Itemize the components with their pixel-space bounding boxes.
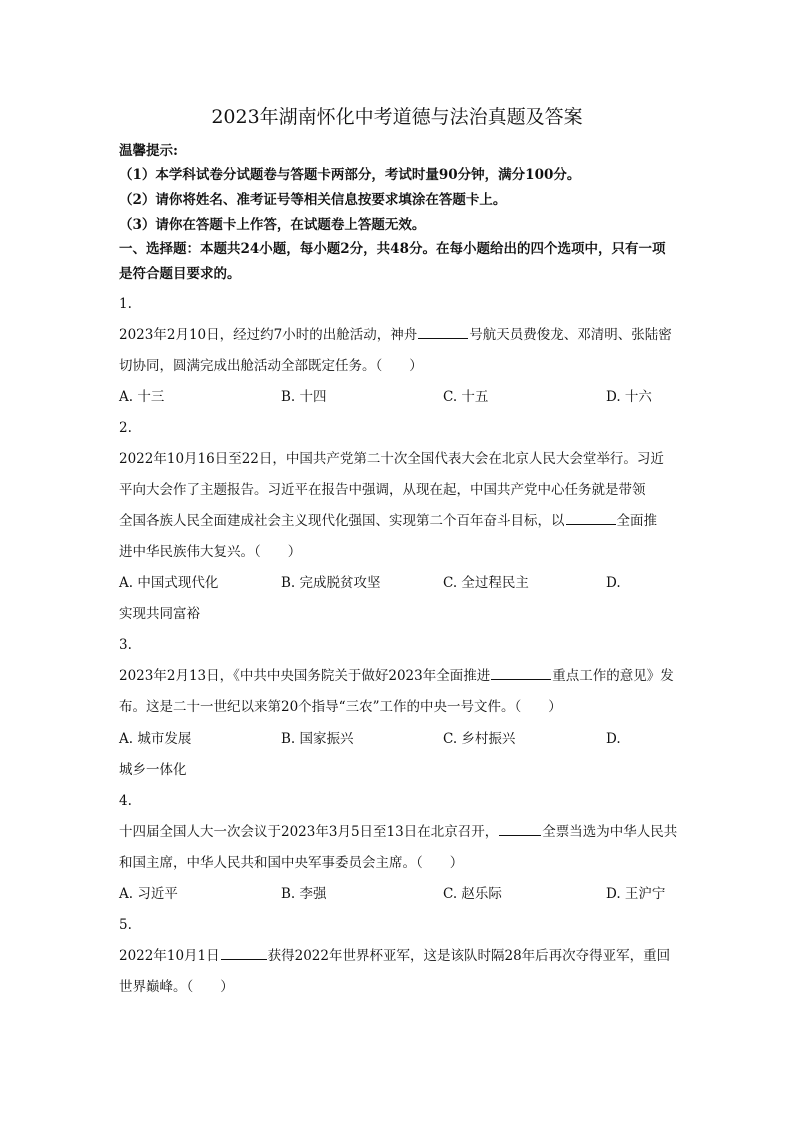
option-c: C. 乡村振兴 [443,731,516,747]
tip-item: （3）请你在答题卡上作答，在试题卷上答题无效。 [119,217,426,233]
question-stem [119,946,670,966]
stem-text: 十四届全国人大一次会议于2023年3月5日至13日在北京召开， [119,824,499,840]
section-heading: 一、选择题：本题共24小题，每小题2分，共48分。在每小题给出的四个选项中，只有一项 [119,241,666,257]
stem-text: 全面推 [616,513,657,529]
tip-item: （1）本学科试卷分试题卷与答题卡两部分，考试时量90分钟，满分100分。 [119,167,581,183]
question-number: 5. [119,917,132,933]
question-stem [119,325,672,345]
question-number: 1. [119,296,132,312]
stem-text: 2022年10月1日 [119,948,220,964]
question-stem [119,822,677,842]
answer-blank [566,523,616,525]
question-stem: 和国主席，中华人民共和国中央军事委员会主席。（ ） [119,855,464,871]
option-d-text: 城乡一体化 [119,762,187,778]
stem-text: 2023年2月10日，经过约7小时的出舱活动，神舟 [119,327,418,343]
stem-text: 全票当选为中华人民共 [542,824,678,840]
question-number: 3. [119,637,132,653]
question-number: 2. [119,420,132,436]
option-d: D. 十六 [606,389,652,405]
question-stem [119,666,674,686]
question-stem: 进中华民族伟大复兴。（ ） [119,544,302,560]
stem-text: 全国各族人民全面建成社会主义现代化强国、实现第二个百年奋斗目标，以 [119,513,565,529]
tips-heading: 温馨提示: [119,143,178,159]
option-row [119,387,679,407]
option-c: C. 十五 [443,389,489,405]
stem-text: 重点工作的意见》发 [552,668,674,684]
option-b: B. 完成脱贫攻坚 [281,575,381,591]
option-row [119,884,679,904]
option-row [119,573,679,593]
option-a: A. 城市发展 [119,731,192,747]
question-stem: 平向大会作了主题报告。习近平在报告中强调，从现在起，中国共产党中心任务就是带领 [119,482,646,498]
option-b: B. 李强 [281,886,327,902]
option-a: A. 十三 [119,389,165,405]
option-a: A. 中国式现代化 [119,575,219,591]
option-d: D. [606,575,621,591]
section-heading-cont: 是符合题目要求的。 [119,266,241,282]
option-d: D. 王沪宁 [606,886,666,902]
option-d-text: 实现共同富裕 [119,606,200,622]
question-stem [119,511,657,531]
option-a: A. 习近平 [119,886,178,902]
option-c: C. 赵乐际 [443,886,502,902]
answer-blank [491,678,551,680]
question-stem: 切协同，圆满完成出舱活动全部既定任务。（ ） [119,358,423,374]
stem-text: 获得2022年世界杯亚军，这是该队时隔28年后再次夺得亚军，重回 [267,948,671,964]
question-stem: 世界巅峰。（ ） [119,979,234,995]
option-b: B. 十四 [281,389,327,405]
answer-blank [418,337,468,339]
tip-item: （2）请你将姓名、准考证号等相关信息按要求填涂在答题卡上。 [119,192,507,208]
option-c: C. 全过程民主 [443,575,529,591]
stem-text: 2023年2月13日，《中共中央国务院关于做好2023年全面推进 [119,668,491,684]
question-stem: 布。这是二十一世纪以来第20个指导“三农”工作的中央一号文件。（ ） [119,699,562,715]
option-row [119,729,679,749]
page-title: 2023年湖南怀化中考道德与法治真题及答案 [211,106,583,128]
stem-text: 号航天员费俊龙、邓清明、张陆密 [469,327,672,343]
option-d: D. [606,731,621,747]
question-number: 4. [119,793,132,809]
option-b: B. 国家振兴 [281,731,354,747]
question-stem: 2022年10月16日至22日，中国共产党第二十次全国代表大会在北京人民大会堂举行。习近 [119,451,664,467]
answer-blank [221,958,267,960]
answer-blank [499,834,541,836]
